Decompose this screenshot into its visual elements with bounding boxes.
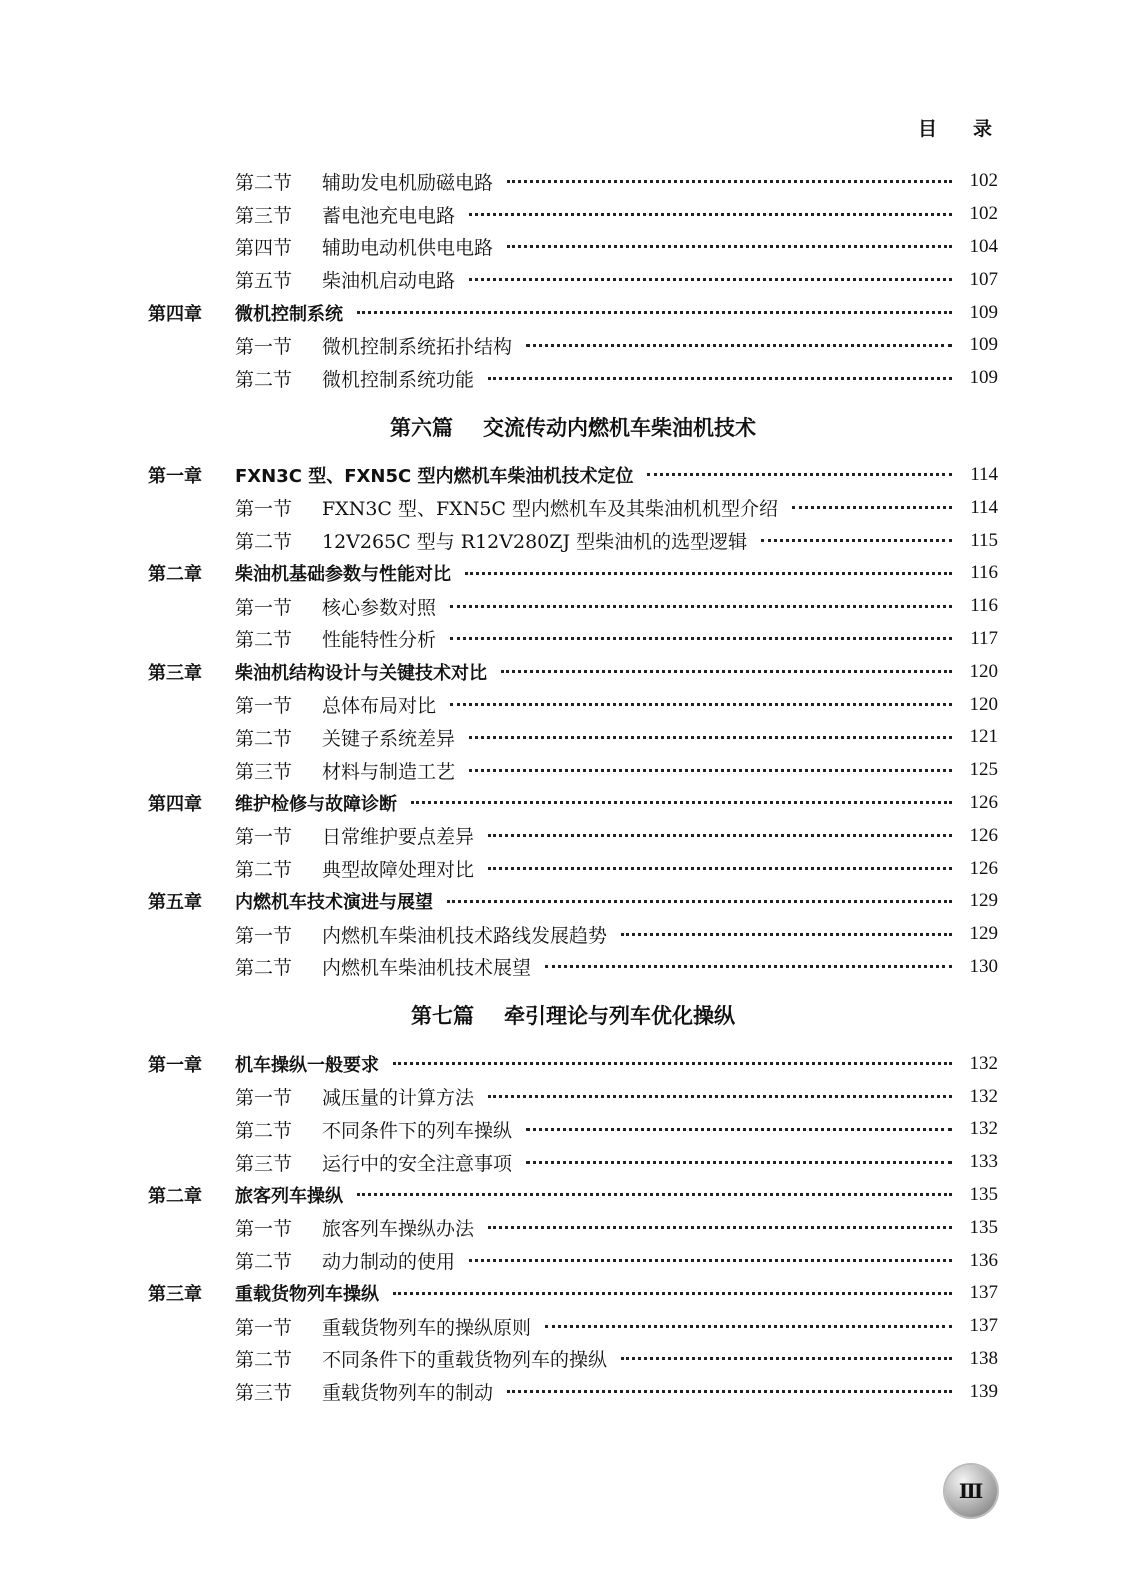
part-heading [148,983,998,1047]
dot-leader [469,278,952,281]
entry-title: 内燃机车技术演进与展望 [235,892,433,914]
entry-title: 机车操纵一般要求 [235,1054,379,1076]
entry-label: 第二节 [235,531,293,554]
toc-section-entry[interactable] [148,1080,998,1113]
entry-page-number: 137 [969,1315,998,1337]
dot-leader [761,539,952,542]
toc-section-entry[interactable] [148,1113,998,1146]
entry-page-number: 126 [969,791,998,813]
entry-label: 第二节 [235,171,293,194]
dot-leader [447,900,952,903]
toc-chapter-entry[interactable] [148,655,998,688]
toc-section-entry[interactable] [148,688,998,721]
dot-leader [545,965,952,968]
dot-leader [488,867,952,870]
dot-leader [507,245,952,248]
entry-title: 材料与制造工艺 [322,760,456,783]
toc-section-entry[interactable] [148,721,998,754]
entry-page-number: 116 [970,562,998,584]
toc-chapter-entry[interactable] [148,557,998,590]
toc-section-entry[interactable] [148,165,998,198]
entry-label: 第二节 [235,629,293,652]
dot-leader [465,572,952,575]
entry-title: 内燃机车柴油机技术展望 [322,957,532,980]
entry-page-number: 109 [969,301,998,323]
table-of-contents [148,165,998,1408]
toc-section-entry[interactable] [148,263,998,296]
entry-page-number: 120 [969,660,998,682]
dot-leader [357,1193,952,1196]
entry-page-number: 132 [969,1085,998,1107]
dot-leader [469,213,952,216]
entry-page-number: 129 [969,890,998,912]
toc-section-entry[interactable] [148,524,998,557]
entry-page-number: 121 [969,726,998,748]
dot-leader [647,473,952,476]
toc-section-entry[interactable] [148,1244,998,1277]
entry-page-number: 135 [969,1216,998,1238]
entry-page-number: 126 [969,824,998,846]
entry-title: 重载货物列车的操纵原则 [322,1316,532,1339]
entry-label: 第一节 [235,498,293,521]
entry-page-number: 117 [970,627,998,649]
entry-label: 第二节 [235,1251,293,1273]
entry-label: 第二节 [235,1349,293,1372]
dot-leader [469,736,952,739]
entry-label: 第四节 [235,237,293,260]
dot-leader [411,801,952,804]
toc-chapter-entry[interactable] [148,787,998,820]
dot-leader [450,605,952,608]
dot-leader [526,1128,952,1131]
entry-title: 减压量的计算方法 [322,1087,475,1110]
entry-title: 不同条件下的列车操纵 [322,1119,513,1142]
dot-leader [507,1390,952,1393]
toc-section-entry[interactable] [148,329,998,362]
entry-page-number: 109 [969,367,998,389]
toc-section-entry[interactable] [148,198,998,231]
dot-leader [526,1161,952,1164]
entry-label: 第三节 [235,1382,293,1405]
entry-page-number: 138 [969,1347,998,1369]
entry-label: 第一章 [148,465,202,487]
toc-section-entry[interactable] [148,1375,998,1408]
part-label: 第六篇 [390,415,453,440]
dot-leader [501,670,952,673]
toc-section-entry[interactable] [148,852,998,885]
entry-title: 旅客列车操纵办法 [322,1218,475,1241]
dot-leader [357,311,952,314]
entry-page-number: 129 [969,923,998,945]
entry-label: 第二章 [148,564,202,586]
entry-title: 柴油机结构设计与关键技术对比 [235,662,487,684]
entry-label: 第三节 [235,760,293,783]
entry-title: 日常维护要点差异 [322,826,475,849]
entry-title: FXN3C 型、FXN5C 型内燃机车及其柴油机机型介绍 [322,498,779,521]
toc-section-entry[interactable] [148,1146,998,1179]
entry-page-number: 114 [970,496,998,518]
toc-chapter-entry[interactable] [148,885,998,918]
entry-title: FXN3C 型、FXN5C 型内燃机车柴油机技术定位 [235,465,634,487]
entry-title: 动力制动的使用 [322,1251,456,1273]
toc-section-entry[interactable] [148,1211,998,1244]
dot-leader [488,1095,952,1098]
entry-title: 辅助发电机励磁电路 [322,171,494,194]
dot-leader [450,703,952,706]
entry-title: 重载货物列车操纵 [235,1284,379,1306]
entry-title: 重载货物列车的制动 [322,1382,494,1405]
entry-page-number: 114 [970,463,998,485]
toc-section-entry[interactable] [148,491,998,524]
entry-label: 第一节 [235,826,293,849]
toc-section-entry[interactable] [148,1310,998,1343]
entry-page-number: 102 [969,170,998,192]
entry-title: 微机控制系统拓扑结构 [322,335,513,358]
entry-title: 总体布局对比 [322,695,437,718]
dot-leader [450,637,952,640]
entry-label: 第五节 [235,270,293,293]
entry-page-number: 132 [969,1052,998,1074]
entry-page-number: 107 [969,268,998,290]
entry-page-number: 125 [969,759,998,781]
entry-page-number: 116 [970,595,998,617]
entry-label: 第二章 [148,1185,202,1207]
entry-title: 不同条件下的重载货物列车的操纵 [322,1349,608,1372]
entry-label: 第一节 [235,596,293,619]
entry-title: 关键子系统差异 [322,727,456,750]
toc-section-entry[interactable] [148,362,998,395]
entry-label: 第二节 [235,727,293,750]
part-title: 牵引理论与列车优化操纵 [504,1004,735,1029]
entry-page-number: 137 [969,1282,998,1304]
toc-section-entry[interactable] [148,951,998,984]
entry-label: 第三节 [235,1152,293,1175]
toc-chapter-entry[interactable] [148,1277,998,1310]
entry-title: 内燃机车柴油机技术路线发展趋势 [322,924,608,947]
dot-leader [545,1325,952,1328]
entry-label: 第三节 [235,204,293,227]
entry-page-number: 136 [969,1249,998,1271]
entry-label: 第一节 [235,1218,293,1241]
toc-section-entry[interactable] [148,231,998,264]
toc-chapter-entry[interactable] [148,459,998,492]
toc-section-entry[interactable] [148,1343,998,1376]
part-title: 交流传动内燃机车柴油机技术 [483,415,756,440]
dot-leader [526,344,952,347]
entry-page-number: 135 [969,1183,998,1205]
entry-page-number: 126 [969,857,998,879]
entry-title: 运行中的安全注意事项 [322,1152,513,1175]
running-header: 目录 [918,118,1029,140]
entry-title: 柴油机基础参数与性能对比 [235,564,451,586]
dot-leader [488,377,952,380]
entry-page-number: 104 [969,235,998,257]
dot-leader [393,1062,952,1065]
entry-title: 微机控制系统 [235,303,343,325]
part-heading [148,395,998,459]
toc-section-entry[interactable] [148,918,998,951]
entry-title: 旅客列车操纵 [235,1185,343,1207]
entry-label: 第一节 [235,1087,293,1110]
entry-title: 性能特性分析 [322,629,437,652]
entry-title: 典型故障处理对比 [322,859,475,882]
entry-page-number: 109 [969,334,998,356]
entry-title: 核心参数对照 [322,596,437,619]
part-label: 第七篇 [411,1004,474,1029]
entry-label: 第四章 [148,793,202,815]
entry-label: 第一节 [235,695,293,718]
toc-chapter-entry[interactable] [148,1047,998,1080]
entry-label: 第一节 [235,924,293,947]
toc-section-entry[interactable] [148,590,998,623]
entry-page-number: 102 [969,203,998,225]
entry-page-number: 130 [969,955,998,977]
toc-section-entry[interactable] [148,754,998,787]
entry-label: 第二节 [235,1119,293,1142]
entry-label: 第二节 [235,368,293,391]
entry-label: 第一节 [235,335,293,358]
entry-page-number: 133 [969,1151,998,1173]
entry-title: 12V265C 型与 R12V280ZJ 型柴油机的选型逻辑 [322,531,748,554]
dot-leader [621,1357,952,1360]
entry-title: 蓄电池充电电路 [322,204,456,227]
entry-label: 第二节 [235,859,293,882]
dot-leader [393,1292,952,1295]
dot-leader [469,1259,952,1262]
entry-title: 维护检修与故障诊断 [235,793,397,815]
dot-leader [507,180,952,183]
entry-label: 第一节 [235,1316,293,1339]
entry-label: 第三章 [148,662,202,684]
dot-leader [488,1226,952,1229]
entry-label: 第二节 [235,957,293,980]
toc-section-entry[interactable] [148,819,998,852]
entry-label: 第四章 [148,303,202,325]
entry-page-number: 115 [970,529,998,551]
entry-label: 第五章 [148,892,202,914]
dot-leader [792,506,952,509]
entry-title: 辅助电动机供电电路 [322,237,494,260]
toc-chapter-entry[interactable] [148,1179,998,1212]
dot-leader [469,769,952,772]
entry-page-number: 132 [969,1118,998,1140]
toc-chapter-entry[interactable] [148,296,998,329]
page-number-badge: Ⅲ [945,1465,997,1517]
entry-title: 微机控制系统功能 [322,368,475,391]
entry-label: 第三章 [148,1284,202,1306]
entry-page-number: 120 [969,693,998,715]
entry-label: 第一章 [148,1054,202,1076]
dot-leader [621,933,952,936]
toc-section-entry[interactable] [148,623,998,656]
dot-leader [488,834,952,837]
entry-page-number: 139 [969,1380,998,1402]
entry-title: 柴油机启动电路 [322,270,456,293]
